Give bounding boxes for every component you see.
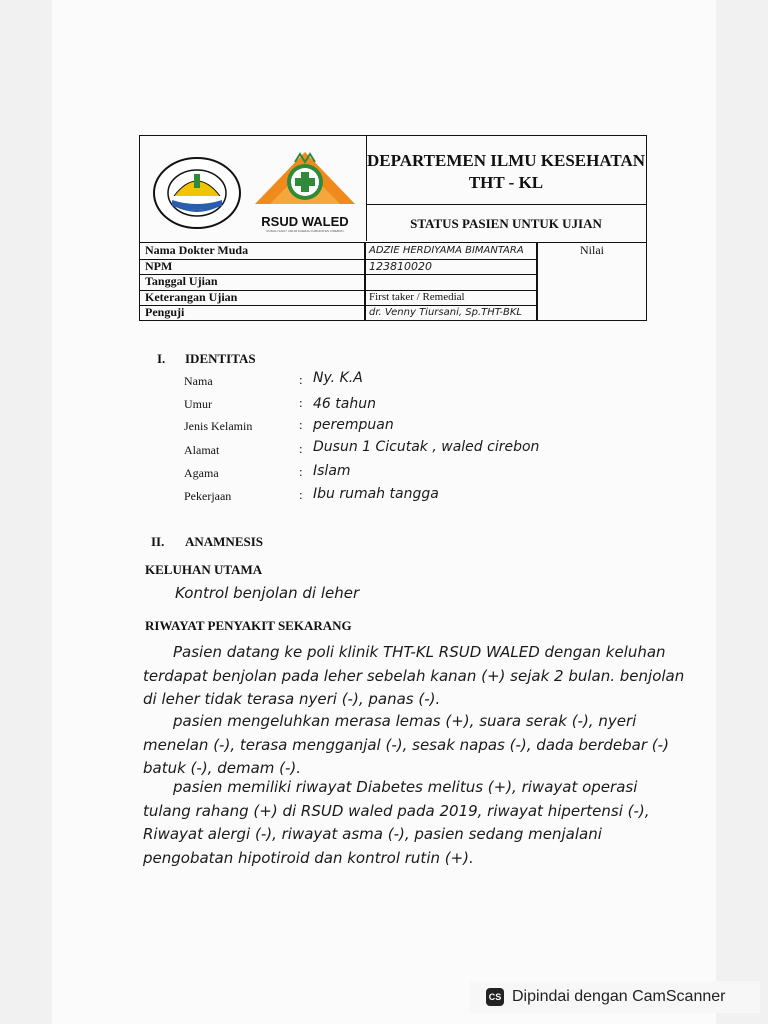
field-value: Ibu rumah tangga — [313, 486, 439, 502]
row-label: Nama Dokter Muda — [145, 243, 249, 257]
hospital-logo-icon — [250, 144, 360, 216]
colon: : — [299, 395, 303, 410]
field-label: Agama — [184, 466, 219, 480]
colon: : — [299, 372, 303, 387]
row-label: Tanggal Ujian — [145, 274, 218, 288]
camscanner-icon: CS — [486, 988, 504, 1006]
camscanner-text: Dipindai dengan CamScanner — [512, 988, 726, 1005]
table-row — [140, 290, 538, 307]
field-label: Alamat — [184, 443, 220, 457]
riwayat-paragraph: Pasien datang ke poli klinik THT-KL RSUD WALED dengan keluhan terdapat benjolan pada leher sebelah kanan (+) sejak 2 bulan. benjolan di leher tidak terasa nyeri (-), panas (-). — [143, 643, 685, 708]
section-number: I. — [157, 351, 166, 366]
form-title: STATUS PASIEN UNTUK UJIAN — [410, 216, 602, 231]
row-value: ADZIE HERDIYAMA BIMANTARA — [369, 245, 524, 256]
form-header — [139, 135, 647, 243]
exam-info-table — [139, 243, 647, 321]
hospital-logo-subtext: RUMAH SAKIT UMUM DAERAH KABUPATEN CIREBON — [266, 229, 344, 233]
field-value: perempuan — [313, 417, 394, 433]
field-label: Umur — [184, 397, 212, 411]
section-title: ANAMNESIS — [185, 534, 264, 549]
field-label: Jenis Kelamin — [184, 419, 253, 433]
row-label: NPM — [145, 258, 173, 273]
section-number: II. — [151, 534, 165, 549]
keluhan-title: KELUHAN UTAMA — [145, 562, 263, 577]
field-value: Ny. K.A — [313, 370, 363, 386]
row-value: First taker / Remedial — [369, 290, 465, 303]
row-label: Penguji — [145, 305, 185, 319]
field-value: Dusun 1 Cicutak , waled cirebon — [313, 439, 540, 455]
university-seal-icon — [152, 156, 242, 231]
department-cell — [366, 136, 646, 205]
colon: : — [299, 417, 303, 432]
table-row — [140, 259, 538, 276]
nilai-label: Nilai — [580, 243, 604, 257]
row-label: Keterangan Ujian — [145, 289, 238, 304]
department-title: DEPARTEMEN ILMU KESEHATAN THT - KL — [366, 151, 646, 192]
field-label: Nama — [184, 374, 213, 388]
logo-area — [140, 136, 367, 241]
field-value: 46 tahun — [313, 396, 376, 412]
hospital-logo-text: RSUD WALED — [261, 214, 349, 229]
table-row — [140, 274, 538, 291]
colon: : — [299, 464, 303, 479]
riwayat-paragraph: pasien memiliki riwayat Diabetes melitus (+), riwayat operasi tulang rahang (+) di RSUD waled pada 2019, riwayat hipertensi (-), Riwayat alergi (-), riwayat asma (-), pasien sedang menjalani pengobatan hipotiroid dan kontrol rutin (+). — [143, 778, 650, 867]
riwayat-paragraph: pasien mengeluhkan merasa lemas (+), suara serak (-), nyeri menelan (-), terasa mengganjal (-), sesak napas (-), dada berdebar (-) batuk (-), demam (-). — [143, 712, 669, 777]
row-value: dr. Venny Tiursani, Sp.THT-BKL — [369, 307, 523, 318]
riwayat-title: RIWAYAT PENYAKIT SEKARANG — [145, 618, 352, 633]
section-title: IDENTITAS — [185, 351, 256, 366]
colon: : — [299, 441, 303, 456]
keluhan-text: Kontrol benjolan di leher — [175, 584, 360, 602]
row-value: 123810020 — [369, 259, 432, 273]
camscanner-watermark — [470, 981, 760, 1013]
field-value: Islam — [313, 463, 351, 479]
colon: : — [299, 487, 303, 502]
table-row — [140, 305, 538, 321]
field-label: Pekerjaan — [184, 489, 232, 503]
table-row — [140, 243, 538, 260]
